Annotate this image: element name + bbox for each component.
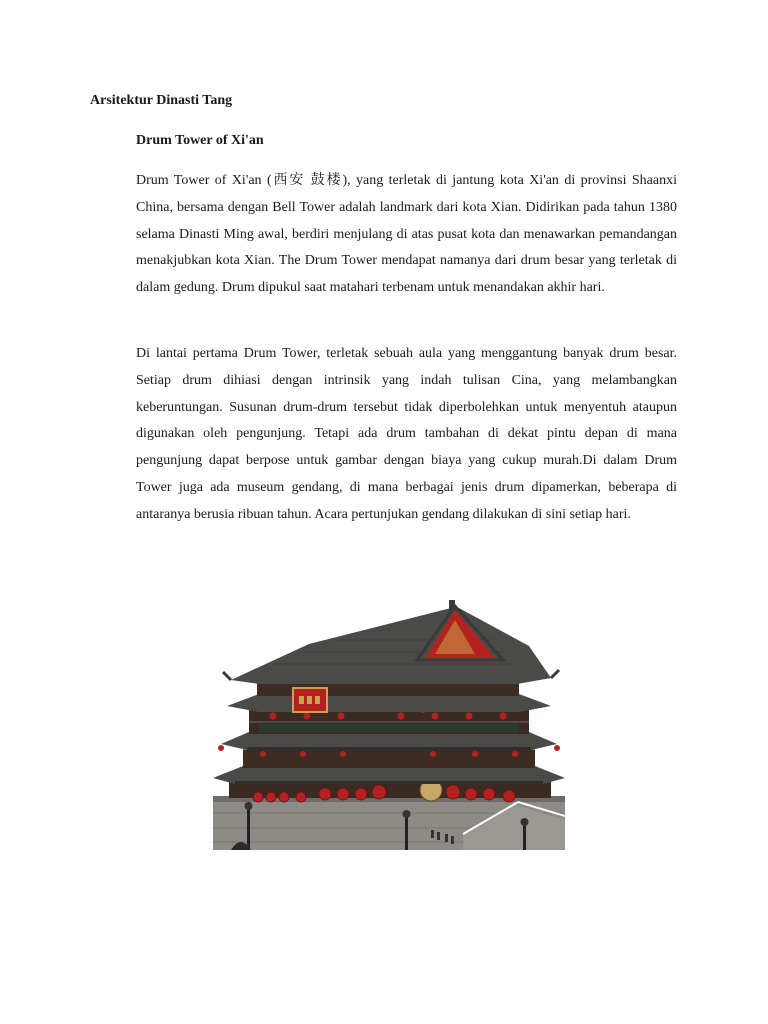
- section-heading: Drum Tower of Xi'an: [136, 133, 264, 148]
- drum-tower-illustration: [213, 598, 565, 850]
- drum-tower-photo: [213, 598, 565, 850]
- document-title: Arsitektur Dinasti Tang: [90, 93, 233, 108]
- main-roof: [231, 608, 551, 684]
- upper-eave: [227, 694, 551, 712]
- paragraph-1: Drum Tower of Xi'an (西安 鼓楼), yang terletak di jantung kota Xi'an di provinsi Shaanxi China, bersama dengan Bell Tower adalah landmark dari kota Xian. Didirikan pada tahun 1380 selama Dinasti Ming awal, berdiri menjulang di atas pusat kota dan menawarkan pemandangan menakjubkan kota Xian. The Drum Tower mendapat namanya dari drum besar yang terletak di dalam gedung. Drum dipukul saat matahari terbenam untuk menandakan akhir hari.: [136, 173, 677, 296]
- paragraph-2: Di lantai pertama Drum Tower, terletak sebuah aula yang menggantung banyak drum besar. Setiap drum dihiasi dengan intrinsik yang indah tulisan Cina, yang melambangkan keberuntungan. Susunan drum-drum tersebut tidak diperbolehkan untuk menyentuh ataupun digunakan oleh pengunjung. Tetapi ada drum tambahan di dekat pintu depan di mana pengunjung dapat berpose untuk gambar dengan biaya yang cukup murah.Di dalam Drum Tower juga ada museum gendang, di mana berbagai jenis drum dipamerkan, beberapa di antaranya berusia ribuan tahun. Acara pertunjukan gendang dilakukan di sini setiap hari.: [136, 346, 677, 522]
